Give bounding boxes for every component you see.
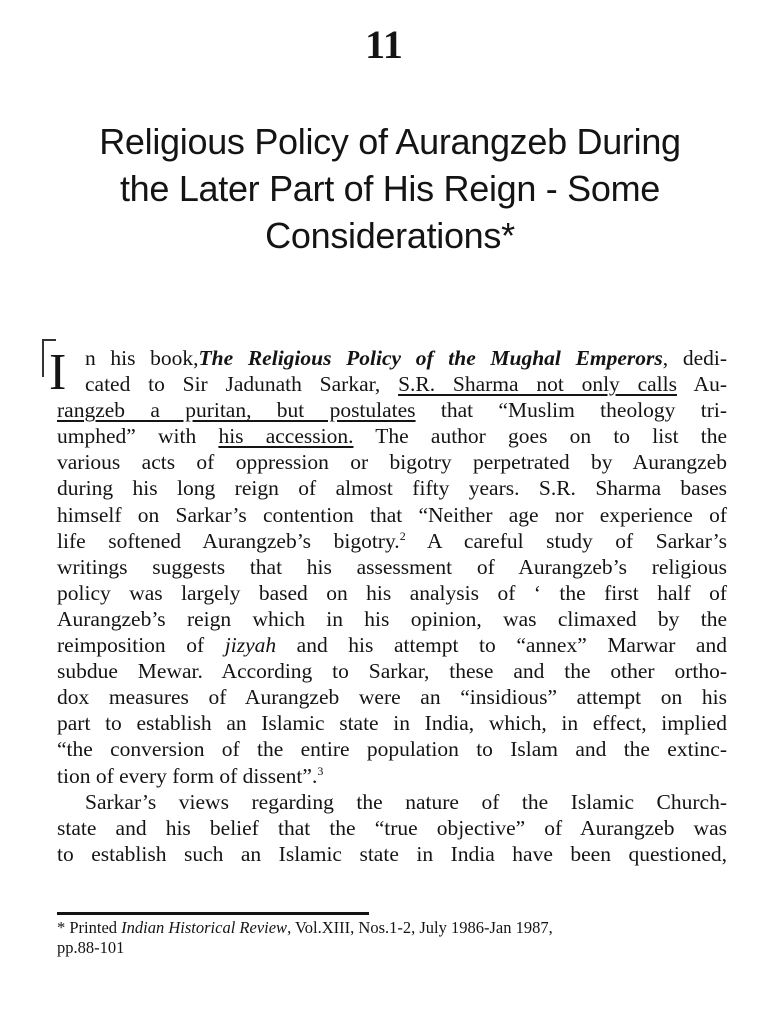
footnote-line bbox=[57, 918, 727, 938]
text-line: during his long reign of almost fifty years. S.R. Sharma bases bbox=[57, 476, 727, 501]
text-line: Sarkar’s views regarding the nature of the Islamic Church- bbox=[85, 789, 727, 814]
text-line: policy was largely based on his analysis of ‘ the first half of bbox=[57, 580, 727, 605]
text-line: dox measures of Aurangzeb were an “insidious” attempt on his bbox=[57, 685, 727, 710]
text-line: writings suggests that his assessment of Aurangzeb’s religious bbox=[57, 554, 727, 579]
footnote-divider bbox=[57, 912, 369, 915]
footnote-ref: 3 bbox=[317, 763, 324, 778]
body-text bbox=[49, 344, 728, 867]
text-line: part to establish an Islamic state in India, which, in effect, implied bbox=[57, 711, 727, 736]
text-span: Au- bbox=[676, 372, 728, 397]
text-line bbox=[57, 423, 727, 449]
text-span: cated to Sir Jadunath Sarkar, bbox=[85, 372, 399, 397]
chapter-title bbox=[40, 118, 740, 259]
text-span: reimposition of bbox=[57, 633, 225, 658]
footnote-ref: 2 bbox=[399, 528, 406, 543]
text-span: A careful study of Sarkar’s bbox=[405, 528, 727, 553]
text-line: “the conversion of the entire population to Islam and the extinc- bbox=[57, 737, 727, 762]
italic-term: jizyah bbox=[224, 633, 277, 658]
chapter-title-line: Religious Policy of Aurangzeb During bbox=[99, 121, 681, 162]
drop-cap: I bbox=[49, 344, 67, 401]
text-span: life softened Aurangzeb’s bigotry. bbox=[57, 528, 400, 553]
chapter-title-line: Considerations* bbox=[265, 215, 515, 256]
text-line bbox=[57, 371, 727, 397]
underlined-text: his accession. bbox=[218, 424, 354, 449]
text-line bbox=[57, 397, 727, 423]
text-span: umphed” with bbox=[57, 424, 219, 449]
text-line bbox=[57, 345, 727, 371]
text-span: Printed bbox=[65, 918, 122, 937]
book-title: The Religious Policy of the Mughal Emperors bbox=[198, 346, 663, 370]
text-span: and his attempt to “annex” Marwar and bbox=[276, 633, 727, 658]
text-line: Aurangzeb’s reign which in his opinion, was climaxed by the bbox=[57, 606, 727, 631]
journal-title: Indian Historical Review bbox=[121, 918, 288, 937]
text-line: state and his belief that the “true objective” of Aurangzeb was bbox=[57, 815, 727, 840]
footnote-pages: pp.88-101 bbox=[57, 938, 125, 957]
text-span: n his book, bbox=[85, 346, 199, 370]
footnote-marker: * bbox=[57, 918, 66, 937]
text-line: subdue Mewar. According to Sarkar, these and the other ortho- bbox=[57, 659, 727, 684]
underlined-text: rangzeb a puritan, but postulates bbox=[57, 398, 416, 423]
chapter-number: 11 bbox=[365, 22, 403, 67]
footnote bbox=[57, 918, 727, 958]
chapter-title-line: the Later Part of His Reign - Some bbox=[119, 168, 661, 209]
text-line bbox=[57, 528, 727, 554]
text-line: himself on Sarkar’s contention that “Neither age nor experience of bbox=[57, 502, 727, 527]
text-span: The author goes on to list the bbox=[353, 424, 728, 449]
text-span: , Vol.XIII, Nos.1-2, July 1986-Jan 1987, bbox=[287, 918, 553, 937]
text-line: various acts of oppression or bigotry perpetrated by Aurangzeb bbox=[57, 450, 727, 475]
text-span: that “Muslim theology tri- bbox=[415, 398, 727, 423]
text-line bbox=[57, 632, 727, 658]
text-line bbox=[57, 763, 727, 789]
text-span: tion of every form of dissent”. bbox=[57, 763, 318, 788]
text-line: to establish such an Islamic state in India have been questioned, bbox=[57, 841, 727, 866]
underlined-text: S.R. Sharma not only calls bbox=[398, 372, 677, 397]
text-span: , dedi- bbox=[662, 346, 727, 370]
